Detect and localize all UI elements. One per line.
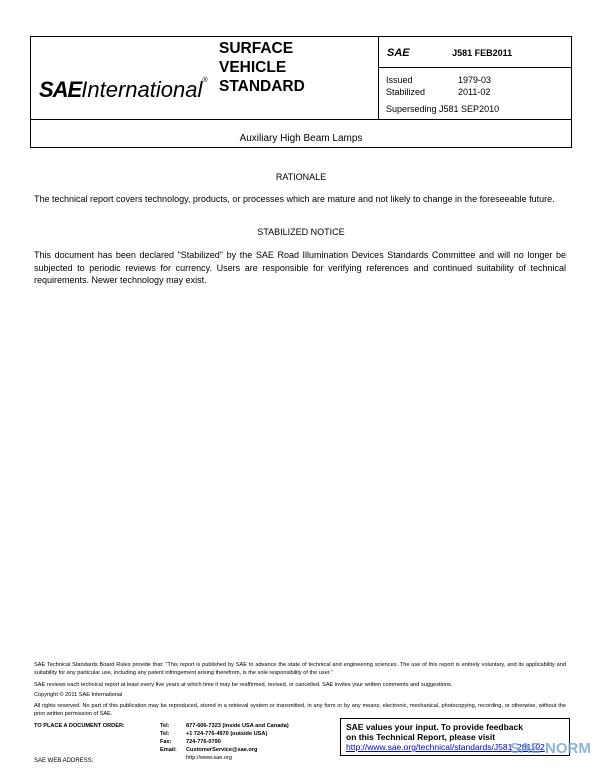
fax-label: Fax: <box>160 739 172 745</box>
header-divider <box>31 119 571 120</box>
fax-value: 724-776-0790 <box>186 739 221 745</box>
footer-copyright: Copyright © 2011 SAE International <box>34 692 123 698</box>
issued-value: 1979-03 <box>458 75 492 85</box>
standard-line-1: SURFACE <box>219 40 294 57</box>
order-contact-labels <box>160 722 177 754</box>
stabilized-notice-heading: STABILIZED NOTICE <box>257 227 345 237</box>
email-value[interactable]: CustomerService@sae.org <box>186 747 258 753</box>
order-label: TO PLACE A DOCUMENT ORDER: <box>34 723 125 729</box>
tel2-value: +1 724-776-4970 (outside USA) <box>186 731 268 737</box>
document-id <box>387 47 512 59</box>
stabilized-value: 2011-02 <box>458 87 491 97</box>
tel-value: 877-606-7323 (inside USA and Canada) <box>186 723 289 729</box>
email-label: Email: <box>160 747 177 753</box>
standard-line-2: VEHICLE <box>219 59 287 76</box>
logo-international: International <box>81 77 203 102</box>
feedback-line-2: on this Technical Report, please visit <box>346 732 496 742</box>
header-divider-docid <box>378 67 571 68</box>
standard-line-3: STANDARD <box>219 78 305 95</box>
feedback-line-1: SAE values your input. To provide feedback <box>346 722 523 732</box>
rationale-heading: RATIONALE <box>275 172 327 182</box>
logo-sae: SAE <box>39 77 82 102</box>
footer-rights: All rights reserved. No part of this publication may be reproduced, stored in a retrieval system or transmitted, in any form or by any means, electronic, mechanical, photocopying, recording, or otherwise, without the prior written permission of SAE. <box>34 703 566 718</box>
header-box <box>30 36 572 148</box>
document-number: J581 FEB2011 <box>452 48 513 58</box>
document-title: Auxiliary High Beam Lamps <box>239 133 363 144</box>
footer-review: SAE reviews each technical report at least every five years at which time it may be reaffirmed, revised, or cancelled. SAE invites your written comments and suggestions. <box>34 682 453 688</box>
document-dates <box>386 74 491 98</box>
footer-rules: SAE Technical Standards Board Rules provide that: "This report is published by SAE to advance the state of technical and engineering sciences. The use of this report is entirely voluntary, and its applicability and suitability for any particular use, including any patent infringement arising therefrom, is the sole responsibility of the user." <box>34 662 566 677</box>
header-divider-vertical <box>378 37 379 119</box>
rationale-text: The technical report covers technology, products, or processes which are mature and not likely to change in the foreseeable future. <box>34 194 555 204</box>
tel2-label: Tel: <box>160 731 170 737</box>
tel-label: Tel: <box>160 723 170 729</box>
watermark-logo: SAE NORM <box>510 740 591 757</box>
superseding: Superseding J581 SEP2010 <box>386 104 500 114</box>
stabilized-notice-text: This document has been declared "Stabilized" by the SAE Road Illumination Devices Standards Committee and will no longer be subjected to periodic reviews for currency. Users are responsible for verifying references and continued suitability of technical requirements. Newer technology may exist. <box>34 250 566 285</box>
stabilized-label: Stabilized <box>386 87 426 97</box>
logo-tm: ® <box>202 77 208 84</box>
web-address-label: SAE WEB ADDRESS: <box>34 758 94 764</box>
feedback-link[interactable]: http://www.sae.org/technical/standards/J581_201102 <box>346 742 545 752</box>
issued-label: Issued <box>386 75 413 85</box>
docid-sae-logo: SAE <box>387 47 410 59</box>
standard-type <box>219 39 305 96</box>
web-value[interactable]: http://www.sae.org <box>186 755 233 761</box>
sae-international-logo <box>39 77 208 103</box>
order-contact-values <box>186 722 289 762</box>
